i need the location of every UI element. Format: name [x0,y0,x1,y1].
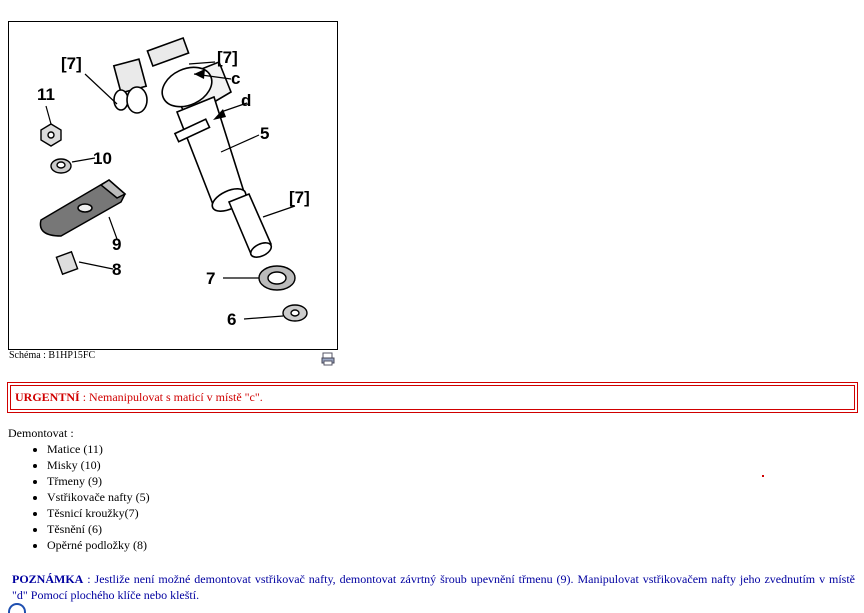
scroll-indicator-icon [8,603,26,613]
label-ref7-right: [7] [289,188,310,207]
label-11: 11 [37,85,55,104]
label-8: 8 [112,260,122,279]
note-paragraph [12,571,855,603]
print-icon[interactable] [321,352,335,370]
label-7: 7 [206,269,216,288]
list-item: • Misky (10) [47,457,150,473]
label-ref7-top: [7] [217,48,238,67]
label-9: 9 [112,235,122,254]
urgent-label: URGENTNÍ [15,390,80,404]
diagram-caption: Schéma : B1HP15FC [9,350,96,361]
note-label: POZNÁMKA [12,572,84,586]
label-c: c [231,69,241,88]
list-item: • Těsnicí kroužky(7) [47,505,150,521]
injector-diagram [9,22,337,349]
list-item: • Opěrné podložky (8) [47,537,150,553]
seal-ring-7 [259,266,295,290]
remove-section-label: Demontovat : [8,426,74,440]
label-10: 10 [93,149,112,168]
note-text: : Jestliže není možné demontovat vstřikovač nafty, demontovat závrtný šroub upevnění třmenu (9). Manipulovat vstřikovačem nafty jeho zvednutím v místě "d" Pomocí plochého klíče nebo kleští. [12,572,855,602]
nut-11 [41,124,61,146]
support-8 [56,252,77,274]
injector-body [114,38,274,260]
cup-10 [51,159,71,173]
list-item: • Matice (11) [47,441,150,457]
label-6: 6 [227,310,237,329]
stray-mark [762,475,764,477]
list-item: • Vstřikovače nafty (5) [47,489,150,505]
remove-list [29,441,150,553]
urgent-warning-box [7,382,858,413]
list-item: • Třmeny (9) [47,473,150,489]
washer-6 [283,305,307,321]
urgent-message: : Nemanipulovat s maticí v místě "c". [79,390,263,404]
label-ref7-left: [7] [61,54,82,73]
label-d: d [241,91,252,110]
label-5: 5 [260,124,270,143]
diagram-frame [8,21,338,350]
list-item: • Těsnění (6) [47,521,150,537]
